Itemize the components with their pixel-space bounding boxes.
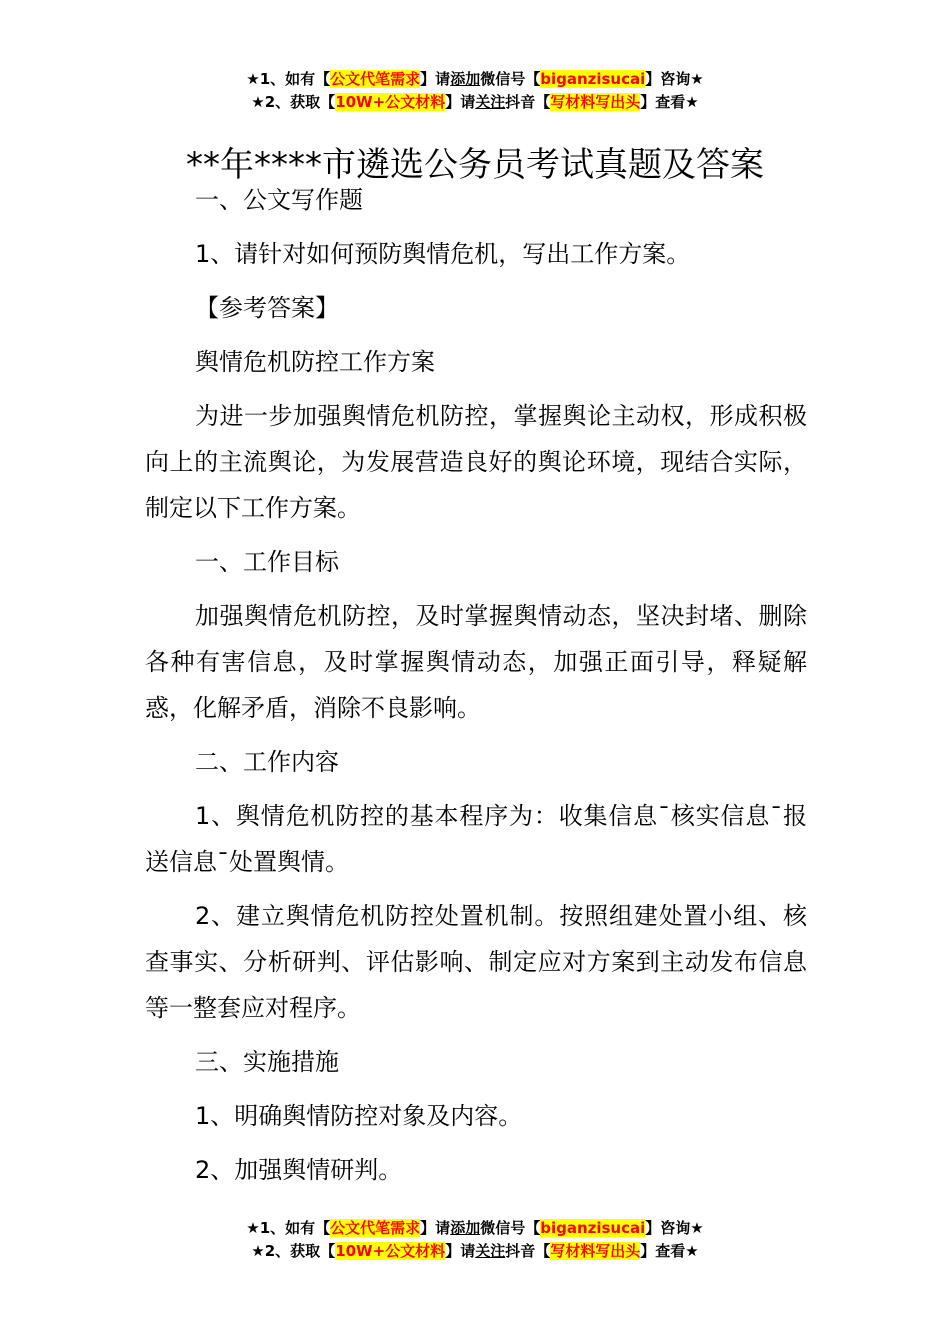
douyin-highlight: 写材料写出头 [550, 1242, 641, 1260]
section-heading: 一、公文写作题 [195, 186, 363, 214]
wechat-id-highlight: biganzisucai [540, 1219, 646, 1237]
body-paragraph: 1、舆情危机防控的基本程序为：收集信息¯核实信息¯报送信息¯处置舆情。 [145, 802, 807, 876]
section-heading: 二、工作内容 [195, 748, 339, 776]
body-paragraph: 为进一步加强舆情危机防控，掌握舆论主动权，形成积极向上的主流舆论，为发展营造良好的舆论环境，现结合实际，制定以下工作方案。 [145, 402, 807, 522]
materials-highlight: 10W+公文材料 [335, 1242, 446, 1260]
document-title: **年****市遴选公务员考试真题及答案 [186, 144, 764, 185]
service-highlight: 公文代笔需求 [330, 1219, 421, 1237]
notice-line-1: ★1、如有【公文代笔需求】请添加微信号【biganzisucai】咨询★ [246, 70, 704, 88]
douyin-highlight: 写材料写出头 [550, 93, 641, 111]
document-body [145, 177, 807, 1201]
wechat-id-highlight: biganzisucai [540, 70, 646, 88]
section-heading: 三、实施措施 [195, 1048, 339, 1076]
body-paragraph: 2、建立舆情危机防控处置机制。按照组建处置小组、核查事实、分析研判、评估影响、制定应对方案到主动发布信息等一整套应对程序。 [145, 902, 807, 1022]
body-paragraph: 加强舆情危机防控，及时掌握舆情动态，坚决封堵、删除各种有害信息，及时掌握舆情动态，加强正面引导，释疑解惑，化解矛盾，消除不良影响。 [145, 602, 807, 722]
question: 1、请针对如何预防舆情危机，写出工作方案。 [195, 240, 691, 268]
service-highlight: 公文代笔需求 [330, 70, 421, 88]
bottom-notice-banner [0, 1217, 950, 1263]
answer-label: 【参考答案】 [195, 294, 339, 322]
notice-line-2: ★2、获取【10W+公文材料】请关注抖音【写材料写出头】查看★ [251, 93, 699, 111]
notice-line-2: ★2、获取【10W+公文材料】请关注抖音【写材料写出头】查看★ [251, 1242, 699, 1260]
top-notice-banner [0, 68, 950, 114]
body-paragraph: 2、加强舆情研判。 [195, 1156, 403, 1184]
materials-highlight: 10W+公文材料 [335, 93, 446, 111]
body-paragraph: 1、明确舆情防控对象及内容。 [195, 1102, 523, 1130]
notice-line-1: ★1、如有【公文代笔需求】请添加微信号【biganzisucai】咨询★ [246, 1219, 704, 1237]
plan-title: 舆情危机防控工作方案 [195, 348, 435, 376]
section-heading: 一、工作目标 [195, 548, 339, 576]
